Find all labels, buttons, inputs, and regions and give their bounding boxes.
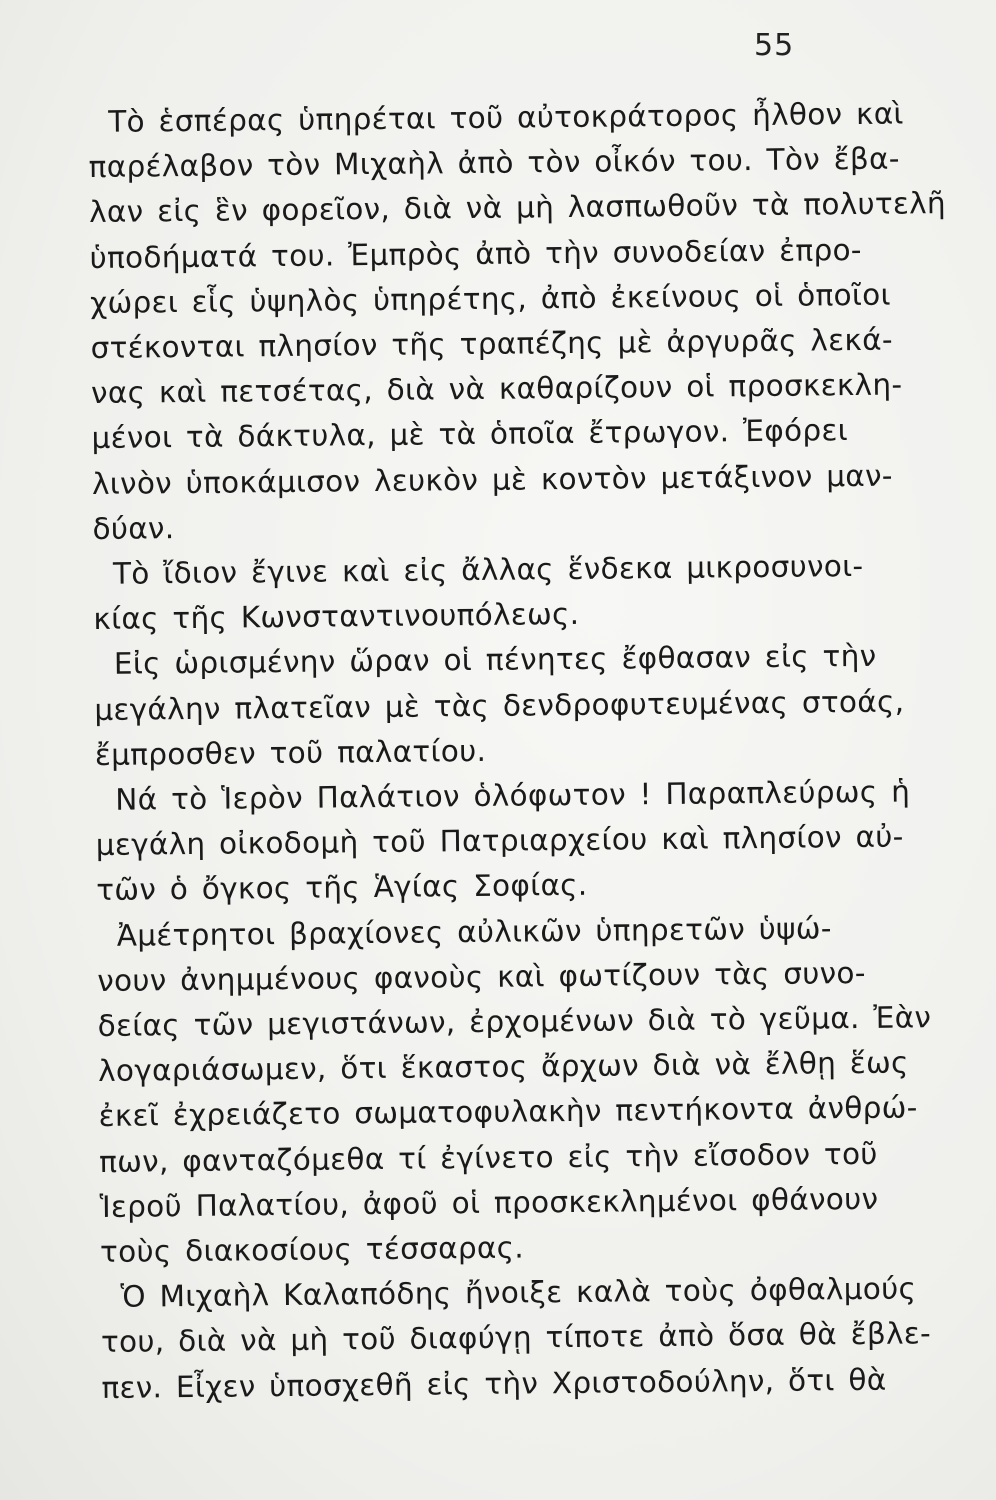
text-line: Νά τὸ Ἱερὸν Παλάτιον ὁλόφωτον ! Παραπλεύρως ἡ xyxy=(115,774,911,817)
paragraph xyxy=(97,905,932,1275)
text-line: Εἰς ὡρισμένην ὥραν οἱ πένητες ἔφθασαν εἰς τὴν xyxy=(113,639,877,682)
text-line: δύαν. xyxy=(92,510,175,546)
text-line: παρέλαβον τὸν Μιχαὴλ ἀπὸ τὸν οἶκόν του. Τὸν ἔβα- xyxy=(88,141,900,185)
paragraph xyxy=(94,634,905,778)
text-line: ἔμπροσθεν τοῦ παλατίου. xyxy=(94,733,487,772)
text-line: ὑποδήματά του. Ἐμπρὸς ἀπὸ τὴν συνοδείαν ἐπρο- xyxy=(89,232,862,275)
text-line: δείας τῶν μεγιστάνων, ἐρχομένων διὰ τὸ γεῦμα. Ἐὰν xyxy=(97,1000,932,1044)
body-text xyxy=(88,92,947,1411)
text-line: τῶν ὁ ὄγκος τῆς Ἁγίας Σοφίας. xyxy=(96,868,588,908)
paragraph xyxy=(93,544,904,643)
text-line: κίας τῆς Κωνσταντινουπόλεως. xyxy=(93,597,580,637)
text-line: στέκονται πλησίον τῆς τραπέζης μὲ ἀργυρᾶς λεκά- xyxy=(90,322,893,366)
text-line: Τὸ ἑσπέρας ὑπηρέται τοῦ αὐτοκράτορος ἦλθον καὶ xyxy=(108,96,904,139)
text-line: Ἱεροῦ Παλατίου, ἀφοῦ οἱ προσκεκλημένοι φθάνουν xyxy=(99,1181,879,1224)
paragraph xyxy=(95,770,911,914)
text-line: λινὸν ὑποκάμισον λευκὸν μὲ κοντὸν μετάξινον μαν- xyxy=(91,458,893,501)
text-line: πεν. Εἶχεν ὑποσχεθῆ εἰς τὴν Χριστοδούλην, ὅτι θὰ xyxy=(101,1362,887,1405)
text-line: χώρει εἷς ὑψηλὸς ὑπηρέτης, ἀπὸ ἐκείνους οἱ ὁποῖοι xyxy=(89,277,891,320)
text-line: τοὺς διακοσίους τέσσαρας. xyxy=(99,1230,525,1270)
text-line: μεγάλη οἰκοδομὴ τοῦ Πατριαρχείου καὶ πλησίον αὐ- xyxy=(95,819,904,863)
text-line: μένοι τὰ δάκτυλα, μὲ τὰ ὁποῖα ἔτρωγον. Ἐφόρει xyxy=(91,413,849,456)
text-line: πων, φανταζόμεθα τί ἐγίνετο εἰς τὴν εἴσοδον τοῦ xyxy=(98,1136,878,1179)
paragraph xyxy=(88,92,947,552)
text-line: λαν εἰς ἓν φορεῖον, διὰ νὰ μὴ λασπωθοῦν τὰ πολυτελῆ xyxy=(88,186,947,230)
paragraph xyxy=(100,1267,932,1411)
text-line: του, διὰ νὰ μὴ τοῦ διαφύγῃ τίποτε ἀπὸ ὅσα θὰ ἔβλε- xyxy=(100,1316,932,1360)
text-line: ἐκεῖ ἐχρειάζετο σωματοφυλακὴν πεντήκοντα ἀνθρώ- xyxy=(98,1090,918,1134)
text-line: Τὸ ἴδιον ἔγινε καὶ εἰς ἄλλας ἕνδεκα μικροσυνοι- xyxy=(112,548,864,591)
text-line: νουν ἀνημμένους φανοὺς καὶ φωτίζουν τὰς συνο- xyxy=(97,955,866,998)
text-line: Ὁ Μιχαὴλ Καλαπόδης ἤνοιξε καλὰ τοὺς ὀφθαλμούς xyxy=(120,1271,917,1315)
text-line: νας καὶ πετσέτας, διὰ νὰ καθαρίζουν οἱ προσκεκλη- xyxy=(90,367,903,411)
text-line: λογαριάσωμεν, ὅτι ἕκαστος ἄρχων διὰ νὰ ἔλθῃ ἕως xyxy=(97,1045,909,1089)
text-line: Ἀμέτρητοι βραχίονες αὐλικῶν ὑπηρετῶν ὑψώ- xyxy=(116,910,832,953)
page-number: 55 xyxy=(754,28,795,63)
text-line: μεγάλην πλατεῖαν μὲ τὰς δενδροφυτευμένας στοάς, xyxy=(94,684,905,727)
